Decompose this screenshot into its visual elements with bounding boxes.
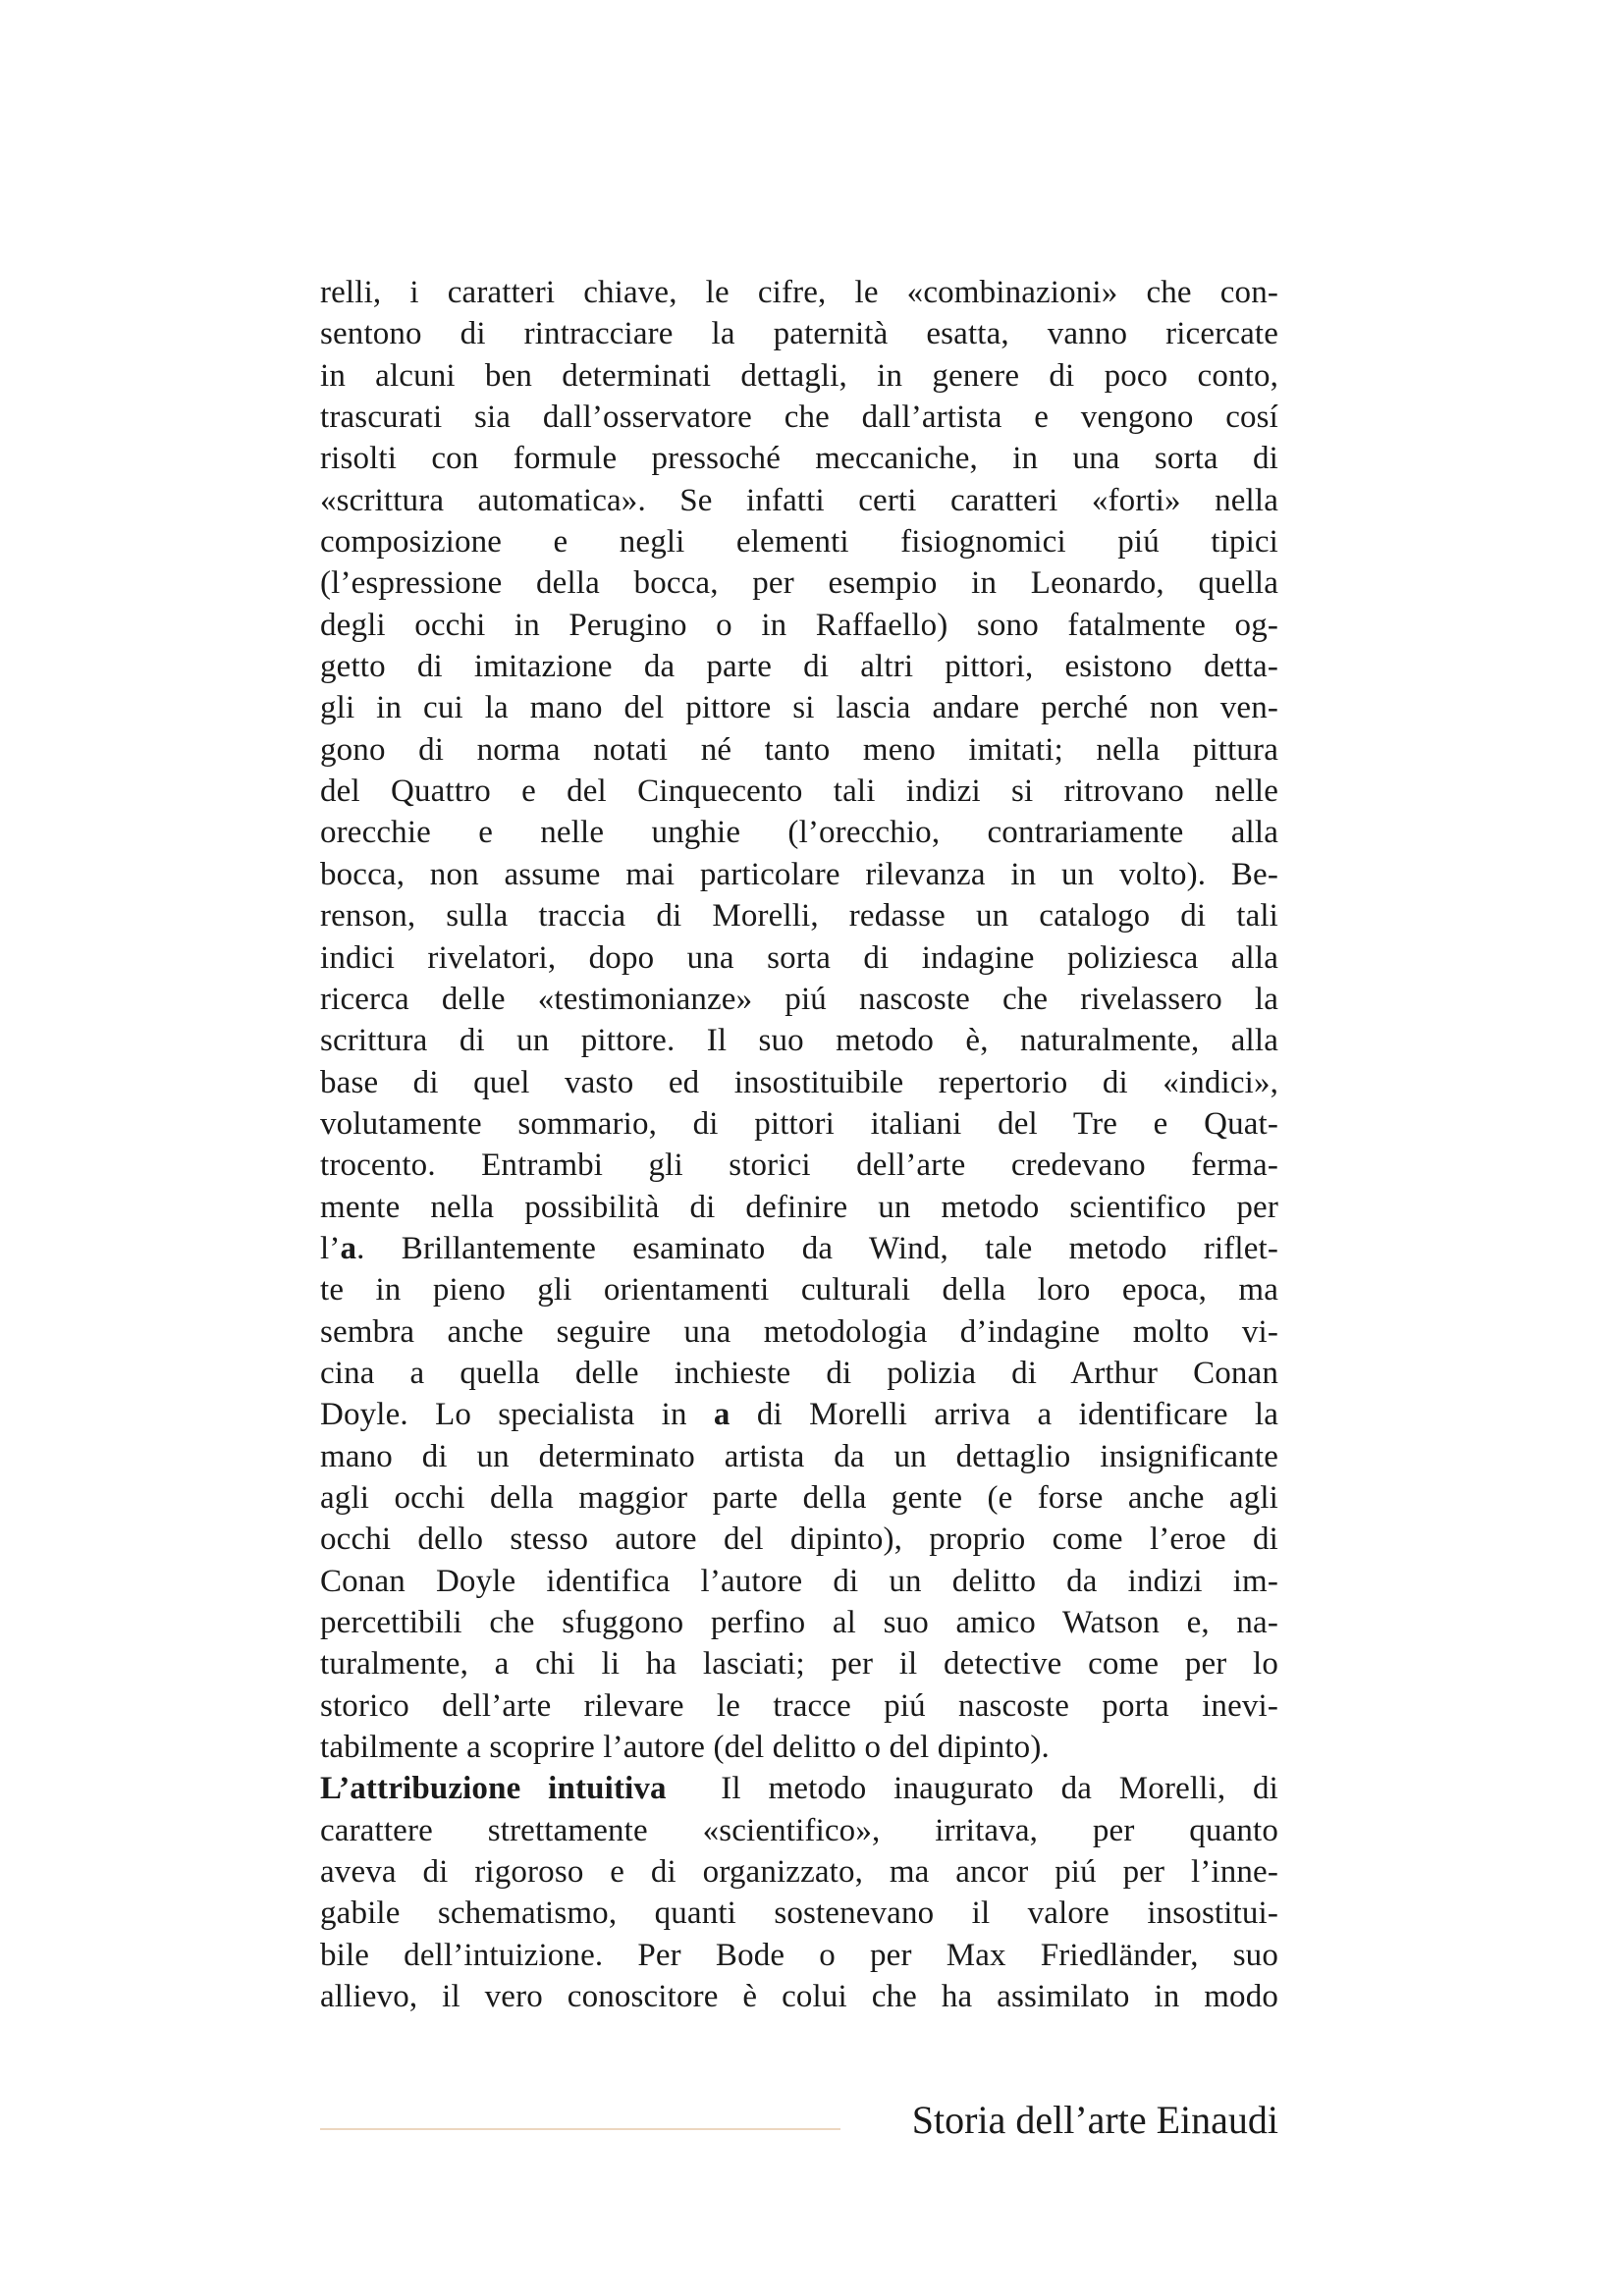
text-segment: di Morelli arriva a identificare la — [730, 1397, 1279, 1433]
text-line: bocca, non assume mai particolare rilevanza in un volto). Be- — [320, 856, 1278, 892]
text-line: ricerca delle «testimonianze» piú nascoste che rivelassero la — [320, 981, 1278, 1017]
footer-title: Storia dell’arte Einaudi — [911, 2098, 1278, 2142]
bold-term: a — [340, 1230, 357, 1266]
text-line: risolti con formule pressoché meccaniche, in una sorta di — [320, 441, 1278, 477]
text-line: orecchie e nelle unghie (l’orecchio, contrariamente alla — [320, 815, 1278, 851]
text-line: aveva di rigoroso e di organizzato, ma ancor piú per l’inne- — [320, 1854, 1278, 1891]
text-line: sembra anche seguire una metodologia d’indagine molto vi- — [320, 1313, 1278, 1350]
text-line: relli, i caratteri chiave, le cifre, le «combinazioni» che con- — [320, 275, 1278, 310]
text-line: trascurati sia dall’osservatore che dall’artista e vengono cosí — [320, 400, 1278, 436]
text-line: Conan Doyle identifica l’autore di un delitto da indizi im- — [320, 1563, 1278, 1599]
text-line: occhi dello stesso autore del dipinto), proprio come l’eroe di — [320, 1522, 1278, 1558]
text-line: bile dell’intuizione. Per Bode o per Max Friedländer, suo — [320, 1937, 1278, 1973]
text-line: gabile schematismo, quanti sostenevano il valore insostitui- — [320, 1896, 1278, 1932]
text-line: scrittura di un pittore. Il suo metodo è, naturalmente, alla — [320, 1023, 1278, 1059]
text-line: cina a quella delle inchieste di polizia di Arthur Conan — [320, 1355, 1278, 1391]
text-segment: l’ — [320, 1230, 341, 1266]
text-line: mente nella possibilità di definire un metodo scientifico per — [320, 1189, 1278, 1225]
page-footer — [320, 2093, 1278, 2152]
text-line: allievo, il vero conoscitore è colui che ha assimilato in modo — [320, 1979, 1278, 2015]
text-line: sentono di rintracciare la paternità esatta, vanno ricercate — [320, 316, 1278, 352]
text-line: trocento. Entrambi gli storici dell’arte credevano ferma- — [320, 1148, 1278, 1184]
text-line: carattere strettamente «scientifico», irritava, per quanto — [320, 1812, 1278, 1848]
text-line — [320, 1394, 1278, 1435]
text-line: «scrittura automatica». Se infatti certi caratteri «forti» nella — [320, 482, 1278, 518]
text-line: getto di imitazione da parte di altri pittori, esistono detta- — [320, 649, 1278, 685]
text-line: te in pieno gli orientamenti culturali della loro epoca, ma — [320, 1272, 1278, 1308]
text-line: degli occhi in Perugino o in Raffaello) sono fatalmente og- — [320, 607, 1278, 643]
text-line: mano di un determinato artista da un dettaglio insignificante — [320, 1438, 1278, 1474]
bold-term: a — [713, 1397, 730, 1433]
text-line: tabilmente a scoprire l’autore (del delitto o del dipinto). — [320, 1730, 1050, 1766]
text-line: (l’espressione della bocca, per esempio in Leonardo, quella — [320, 565, 1278, 602]
text-line: gono di norma notati né tanto meno imitati; nella pittura — [320, 731, 1278, 768]
text-line: turalmente, a chi li ha lasciati; per il detective come per lo — [320, 1646, 1278, 1682]
text-line: indici rivelatori, dopo una sorta di indagine poliziesca alla — [320, 939, 1278, 976]
text-line: base di quel vasto ed insostituibile repertorio di «indici», — [320, 1064, 1278, 1100]
text-line: gli in cui la mano del pittore si lascia andare perché non ven- — [320, 690, 1278, 726]
text-line: in alcuni ben determinati dettagli, in genere di poco conto, — [320, 357, 1278, 394]
section-heading: L’attribuzione intuitiva — [320, 1771, 667, 1807]
text-line: storico dell’arte rilevare le tracce piú nascoste porta inevi- — [320, 1687, 1278, 1724]
text-line: percettibili che sfuggono perfino al suo amico Watson e, na- — [320, 1605, 1278, 1640]
text-line — [320, 1228, 1278, 1269]
text-line: agli occhi della maggior parte della gente (e forse anche agli — [320, 1479, 1278, 1516]
text-segment: . Brillantemente esaminato da Wind, tale metodo riflet- — [356, 1230, 1278, 1266]
text-line: composizione e negli elementi fisiognomici piú tipici — [320, 524, 1278, 561]
text-segment: Doyle. Lo specialista in — [320, 1397, 714, 1433]
body-text — [320, 272, 1278, 2017]
text-line: renson, sulla traccia di Morelli, redasse un catalogo di tali — [320, 898, 1278, 934]
section-heading-line — [320, 1768, 1278, 1809]
text-segment: Il metodo inaugurato da Morelli, di — [666, 1771, 1278, 1807]
text-line: volutamente sommario, di pittori italiani del Tre e Quat- — [320, 1105, 1278, 1142]
footer-rule — [320, 2128, 840, 2130]
text-line: del Quattro e del Cinquecento tali indizi si ritrovano nelle — [320, 774, 1278, 810]
